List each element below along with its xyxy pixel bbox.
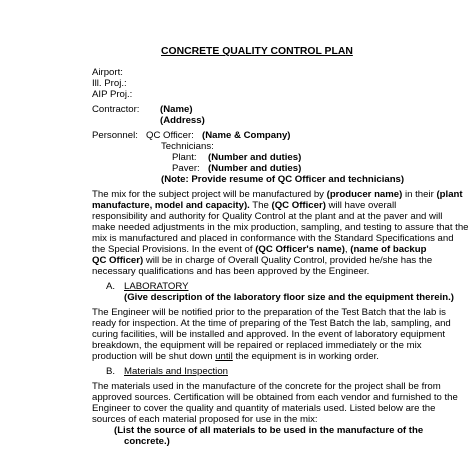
section-b-line: Engineer to cover the quality and quantity of materials used. Listed below are the <box>92 403 436 414</box>
paver-value: (Number and duties) <box>208 163 302 174</box>
paver-label: Paver: <box>172 163 200 174</box>
intro-line: QC Officer) will be in charge of Overall Quality Control, provided he/she has the <box>92 255 433 266</box>
intro-line: The mix for the subject project will be manufactured by (producer name) in their (plant <box>92 189 463 200</box>
section-a-line: curing facilities, will be installed and approved. In the event of laboratory equipment <box>92 329 446 340</box>
section-a-heading: LABORATORY <box>124 281 189 292</box>
qc-officer-value: (Name & Company) <box>202 130 291 141</box>
contractor-name: (Name) <box>160 104 193 115</box>
section-b-instruction: concrete.) <box>124 436 170 447</box>
section-b-heading: Materials and Inspection <box>124 366 228 377</box>
section-a-line: The Engineer will be notified prior to the preparation of the Test Batch that the lab is <box>92 307 446 318</box>
personnel-label: Personnel: <box>92 130 138 141</box>
section-a-line: breakdown, the equipment will be repaired or replaced immediately or the mix <box>92 340 422 351</box>
aip-proj-label: AIP Proj.: <box>92 89 133 100</box>
intro-line: mix is manufactured and placed in conformance with the Standard Specifications and <box>92 233 454 244</box>
contractor-label: Contractor: <box>92 104 140 115</box>
personnel-note: (Note: Provide resume of QC Officer and technicians) <box>161 174 405 185</box>
section-a-line: production will be shut down until the equipment is in working order. <box>92 351 379 362</box>
airport-label: Airport: <box>92 67 123 78</box>
plant-label: Plant: <box>172 152 197 163</box>
intro-line: responsibility and authority for Quality Control at the plant and at the paver and will <box>92 211 443 222</box>
intro-line: manufacture, model and capacity). The (QC Officer) will have overall <box>92 200 397 211</box>
intro-line: make needed adjustments in the mix production, sampling, and testing to assure that the <box>92 222 469 233</box>
section-b-line: sources of each material proposed for use in the mix: <box>92 414 318 425</box>
document-title: CONCRETE QUALITY CONTROL PLAN <box>161 46 353 57</box>
contractor-address: (Address) <box>160 115 205 126</box>
qc-officer-label: QC Officer: <box>146 130 194 141</box>
technicians-label: Technicians: <box>161 141 214 152</box>
section-a-instruction: (Give description of the laboratory floor size and the equipment therein.) <box>124 292 454 303</box>
section-b-letter: B. <box>106 366 116 377</box>
section-a-line: ready for inspection. At the time of preparing of the Test Batch the lab, sampling, and <box>92 318 451 329</box>
plant-value: (Number and duties) <box>208 152 302 163</box>
section-b-line: approved sources. Certification will be obtained from each vendor and furnished to the <box>92 392 458 403</box>
ill-proj-label: Ill. Proj.: <box>92 78 127 89</box>
section-b-line: The materials used in the manufacture of the concrete for the project shall be from <box>92 381 441 392</box>
section-b-instruction: (List the source of all materials to be used in the manufacture of the <box>114 425 424 436</box>
intro-line: necessary qualifications and has been approved by the Engineer. <box>92 266 370 277</box>
section-a-letter: A. <box>106 281 116 292</box>
intro-line: the Special Provisions. In the event of (QC Officer's name), (name of backup <box>92 244 427 255</box>
